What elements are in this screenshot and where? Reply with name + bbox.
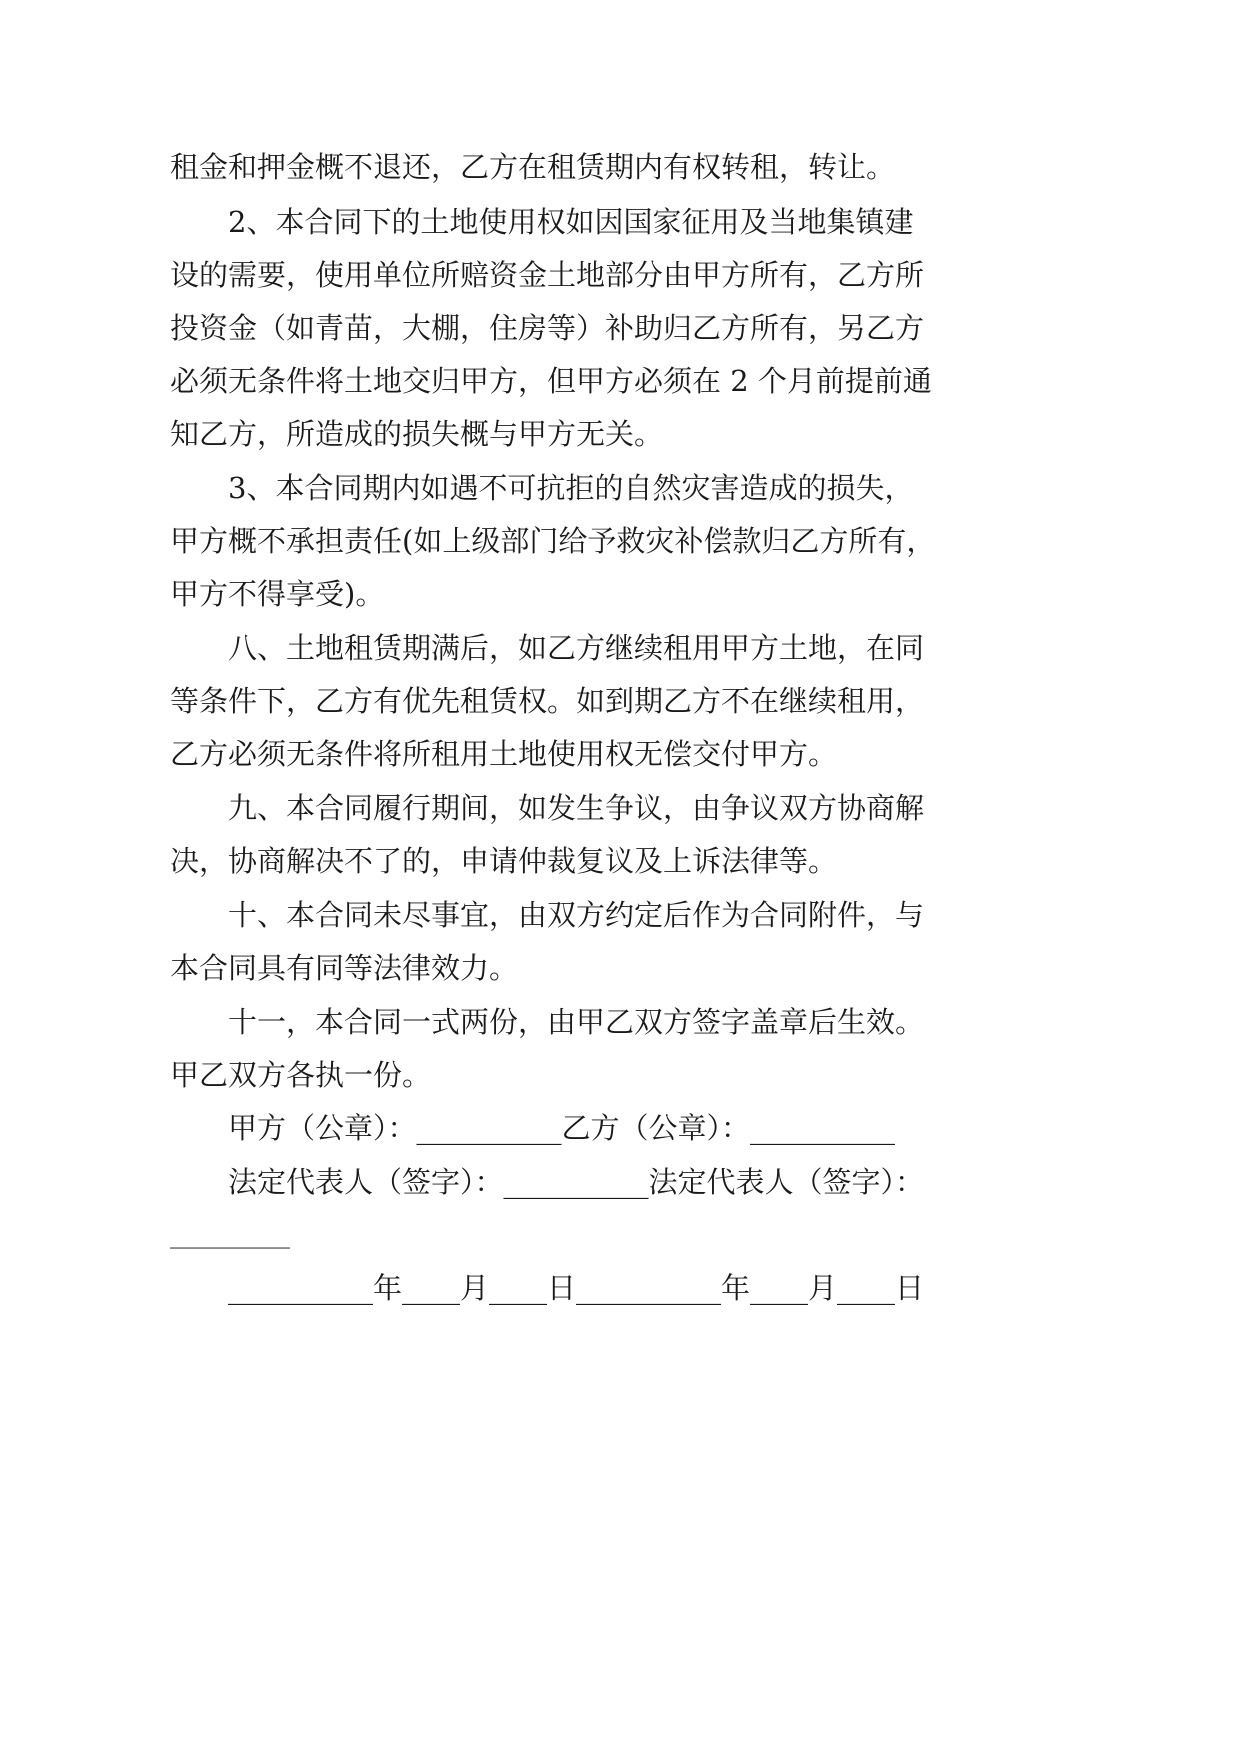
clause-2-line: 2、本合同下的土地使用权如因国家征用及当地集镇建 <box>228 205 914 239</box>
clause-11-line: 十一，本合同一式两份，由甲乙双方签字盖章后生效。 <box>228 1005 925 1039</box>
clause-9-line: 决，协商解决不了的，申请仲裁复议及上诉法律等。 <box>170 844 838 878</box>
clause-3-line: 3、本合同期内如遇不可抗拒的自然灾害造成的损失， <box>228 471 914 505</box>
clause-2-line: 投资金（如青苗，大棚，住房等）补助归乙方所有，另乙方 <box>170 311 925 345</box>
clause-2-line: 必须无条件将土地交归甲方，但甲方必须在 2 个月前提前通 <box>170 364 932 398</box>
paragraph-line: 租金和押金概不退还，乙方在租赁期内有权转租，转让。 <box>170 150 896 184</box>
clause-8-line: 乙方必须无条件将所租用土地使用权无偿交付甲方。 <box>170 737 838 771</box>
clause-9-line: 九、本合同履行期间，如发生争议，由争议双方协商解 <box>228 791 925 825</box>
clause-11-line: 甲乙双方各执一份。 <box>170 1058 432 1092</box>
date-line: __________年____月____日__________年____月____日 <box>228 1271 925 1305</box>
clause-8-line: 八、土地租赁期满后，如乙方继续租用甲方土地，在同 <box>228 631 925 665</box>
clause-8-line: 等条件下，乙方有优先租赁权。如到期乙方不在继续租用， <box>170 684 925 718</box>
clause-3-line: 甲方概不承担责任(如上级部门给予救灾补偿款归乙方所有， <box>170 524 936 558</box>
clause-2-line: 设的需要，使用单位所赔资金土地部分由甲方所有，乙方所 <box>170 258 925 292</box>
representative-signature-blank: __________ <box>170 1221 290 1249</box>
representative-signature-line: 法定代表人（签字）：__________法定代表人（签字）： <box>228 1165 925 1199</box>
clause-10-line: 本合同具有同等法律效力。 <box>170 951 519 985</box>
clause-2-line: 知乙方，所造成的损失概与甲方无关。 <box>170 417 664 451</box>
clause-3-line: 甲方不得享受)。 <box>170 577 385 611</box>
party-seal-line: 甲方（公章）：__________乙方（公章）：__________ <box>228 1111 896 1145</box>
clause-10-line: 十、本合同未尽事宜，由双方约定后作为合同附件，与 <box>228 898 925 932</box>
